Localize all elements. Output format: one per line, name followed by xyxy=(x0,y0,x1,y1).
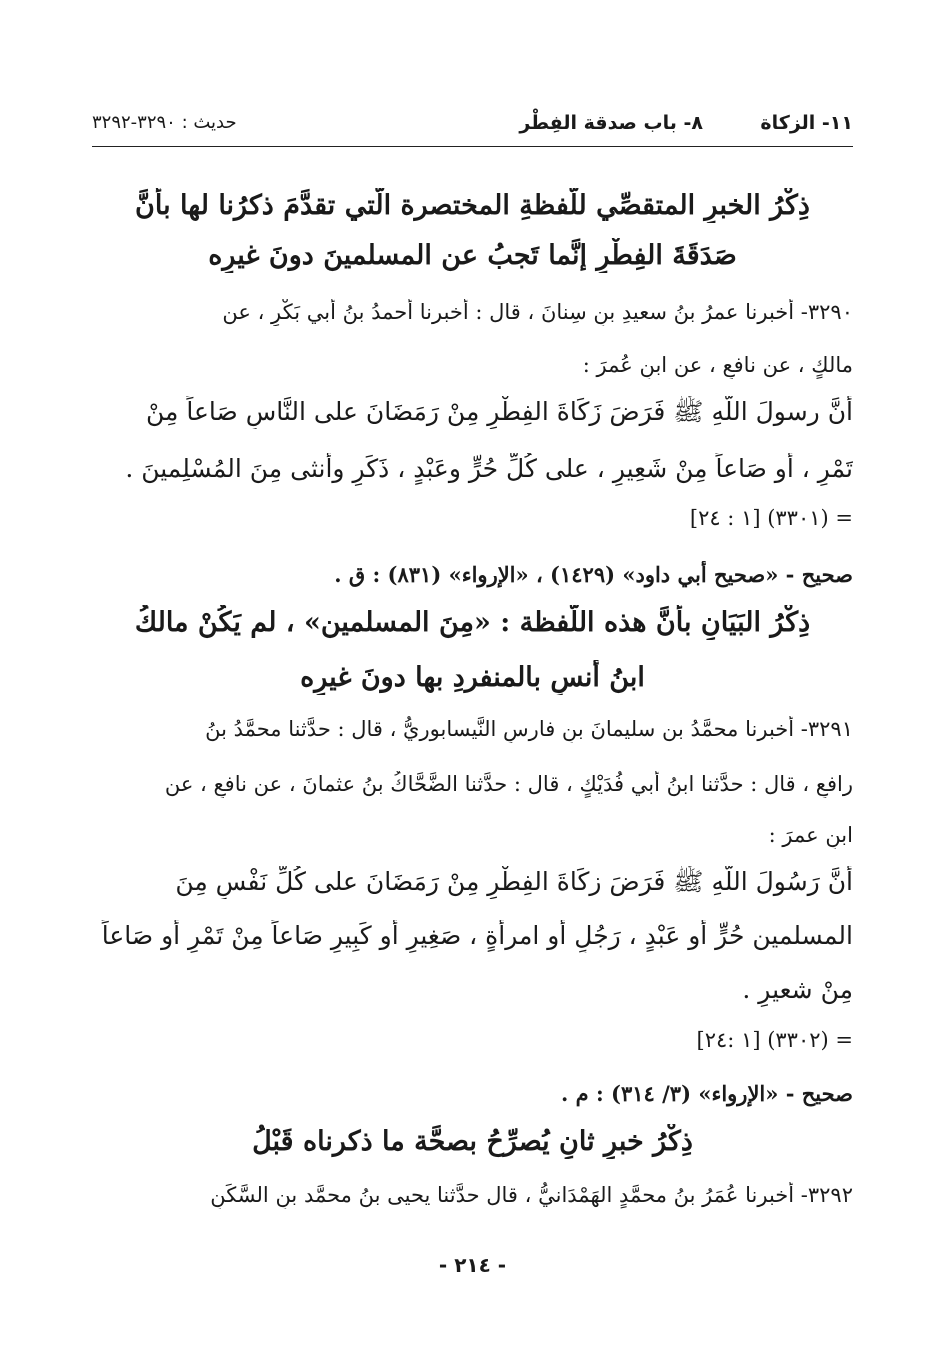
book-title: ١١- الزكاة xyxy=(760,112,853,134)
section-heading-2b: ابنُ أنسٍ بالمنفردِ بها دونَ غيرِه xyxy=(300,662,645,693)
section-heading-1b: صَدَقَةَ الفِطْرِ إنَّما تَجبُ عن المسلمينَ دونَ غيرِه xyxy=(208,240,737,271)
isnad-3290-line-2: مالكٍ ، عن نافعٍ ، عن ابنِ عُمرَ : xyxy=(582,353,853,377)
matn-3290-line-1: أنَّ رسولَ اللَّهِ ﷺ فَرَضَ زَكَاةَ الفِطْرِ مِنْ رَمَضَانَ على النَّاسِ صَاعاً مِنْ xyxy=(146,397,853,426)
chapter-title: ٨- باب صدقة الفِطْر xyxy=(519,112,703,134)
isnad-3292-line-1: ٣٢٩٢- أخبرنا عُمَرُ بنُ محمَّدٍ الهَمْدَانيُّ ، قال حدَّثنا يحيى بنُ محمَّد بنِ السَّكَنِ xyxy=(210,1183,853,1207)
hadith-range: حديث : ٣٢٩٠-٣٢٩٢ xyxy=(92,112,237,133)
header-rule xyxy=(92,146,853,147)
isnad-3290-line-1: ٣٢٩٠- أخبرنا عمرُ بنُ سعيدِ بنِ سِنانَ ، قال : أخبرنا أحمدُ بنُ أبي بَكْرٍ ، عن xyxy=(222,300,853,324)
matn-3291-line-2: المسلمين حُرٍّ أو عَبْدٍ ، رَجُلٍ أو امرأةٍ ، صَغِيرٍ أو كَبِيرٍ صَاعاً مِنْ تَمْرٍ أو صَاعاً xyxy=(101,921,853,950)
section-heading-1a: ذِكْرُ الخبرِ المتقصِّي للَّفظةِ المختصرة الَّتي تقدَّمَ ذكرُنا لها بأنَّ xyxy=(135,190,810,221)
section-heading-3: ذِكْرُ خبرٍ ثانٍ يُصرِّحُ بصحَّة ما ذكرناه قَبْلُ xyxy=(252,1126,693,1157)
matn-3291-line-1: أنَّ رَسُولَ اللَّهِ ﷺ فَرَضَ زكَاةَ الفِطْرِ مِنْ رَمَضَانَ على كُلِّ نَفْسٍ مِنَ xyxy=(175,867,853,896)
cross-reference-3291: = (٣٣٠٢) [١ :٢٤] xyxy=(696,1028,853,1052)
isnad-3291-line-1: ٣٢٩١- أخبرنا محمَّدُ بن سليمانَ بنِ فارسٍ النَّيسابوريُّ ، قال : حدَّثنا محمَّدُ بنُ xyxy=(205,717,853,741)
section-heading-2a: ذِكْرُ البَيَانِ بأنَّ هذه اللَّفظة : «مِنَ المسلمين» ، لم يَكُنْ مالكُ xyxy=(134,607,811,638)
isnad-3291-line-3: ابنِ عمرَ : xyxy=(768,823,853,847)
matn-3291-line-3: مِنْ شعيرٍ . xyxy=(742,975,853,1004)
isnad-3291-line-2: رافعٍ ، قال : حدَّثنا ابنُ أبي فُدَيْكٍ ، قال : حدَّثنا الضَّحَّاكُ بنُ عثمانَ ، عن نافعٍ ، عن xyxy=(164,772,853,796)
cross-reference-3290: = (٣٣٠١) [١ : ٢٤] xyxy=(689,506,853,530)
matn-3290-line-2: تَمْرٍ ، أو صَاعاً مِنْ شَعِيرٍ ، على كُلِّ حُرٍّ وعَبْدٍ ، ذَكَرٍ وأُنثى مِنَ المُسْلِمينَ . xyxy=(125,454,853,483)
grading-3291: صحيح - «الإرواء» (٣/ ٣١٤) : م . xyxy=(561,1081,853,1106)
grading-3290: صحيح - «صحيح أبي داود» (١٤٢٩) ، «الإرواء» (٨٣١) : ق . xyxy=(334,562,853,587)
running-header xyxy=(92,108,853,146)
page-number: - ٢١٤ - xyxy=(438,1253,507,1277)
